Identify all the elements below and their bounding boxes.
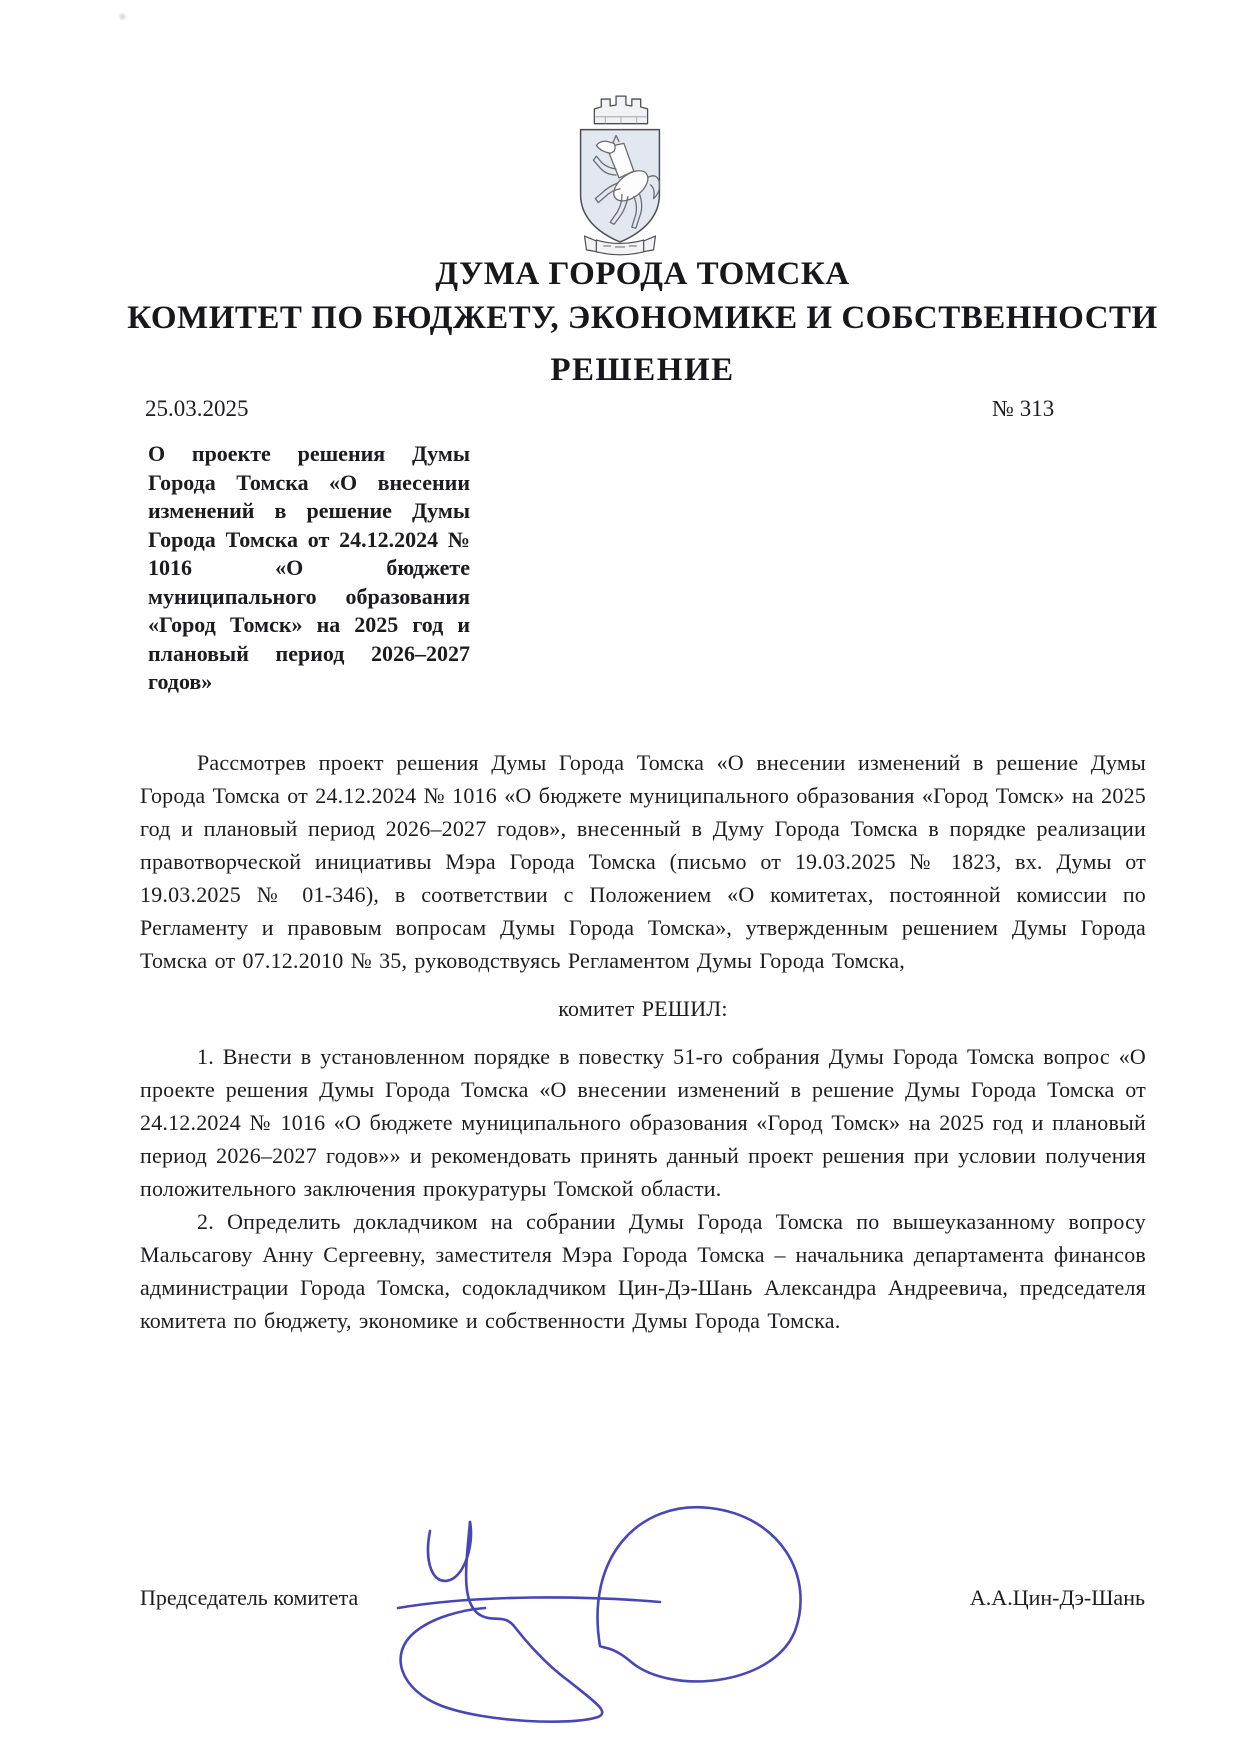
- signature-position-label: Председатель комитета: [140, 1585, 359, 1610]
- resolution-item-2: 2. Определить докладчиком на собрании Думы Города Томска по вышеуказанному вопросу Мальсагову Анну Сергеевну, заместителя Мэра Города Томска – начальника департамента финансов администрации Города Томска, содокладчиком Цин-Дэ-Шань Александра Андреевича, председателя комитета по бюджету, экономике и собственности Думы Города Томска.: [140, 1209, 1146, 1333]
- document-number: № 313: [992, 396, 1055, 421]
- resolution-item-1: 1. Внести в установленном порядке в повестку 51-го собрания Думы Города Томска вопрос «О проекте решения Думы Города Томска «О внесении изменений в решение Думы Города Томска от 24.12.2024 № 1016 «О бюджете муниципального образования «Город Томск» на 2025 год и плановый период 2026–2027 годов»» и рекомендовать принять данный проект решения при условии получения положительного заключения прокуратуры Томской области.: [140, 1044, 1146, 1201]
- subject-block: О проекте решения Думы Города Томска «О внесении изменений в решение Думы Города Томска от 24.12.2024 № 1016 «О бюджете муниципального образования «Город Томск» на 2025 год и плановый период 2026–2027 годов»: [148, 441, 470, 694]
- document-meta-row: [140, 396, 1145, 430]
- organization-title: ДУМА ГОРОДА ТОМСКА: [435, 256, 850, 292]
- coat-of-arms-icon: [0, 84, 1240, 265]
- document-date: 25.03.2025: [145, 396, 249, 421]
- signature-name: А.А.Цин-Дэ-Шань: [969, 1585, 1145, 1610]
- resolution-heading: комитет РЕШИЛ:: [558, 996, 728, 1021]
- committee-title: КОМИТЕТ ПО БЮДЖЕТУ, ЭКОНОМИКЕ И СОБСТВЕННОСТИ: [127, 300, 1158, 336]
- scan-artifact-dot: [118, 12, 127, 21]
- signature-scribble-icon: [390, 1486, 830, 1736]
- document-type-title: РЕШЕНИЕ: [550, 352, 735, 388]
- preamble-paragraph: Рассмотрев проект решения Думы Города Томска «О внесении изменений в решение Думы Города Томска от 24.12.2024 № 1016 «О бюджете муниципального образования «Город Томск» на 2025 год и плановый период 2026–2027 годов», внесенный в Думу Города Томска в порядке реализации правотворческой инициативы Мэра Города Томска (письмо от 19.03.2025 № 1823, вх. Думы от 19.03.2025 № 01-346), в соответствии с Положением «О комитетах, постоянной комиссии по Регламенту и правовым вопросам Думы Города Томска», утвержденным решением Думы Города Томска от 07.12.2010 № 35, руководствуясь Регламентом Думы Города Томска,: [140, 750, 1146, 973]
- document-body: [140, 746, 1146, 1337]
